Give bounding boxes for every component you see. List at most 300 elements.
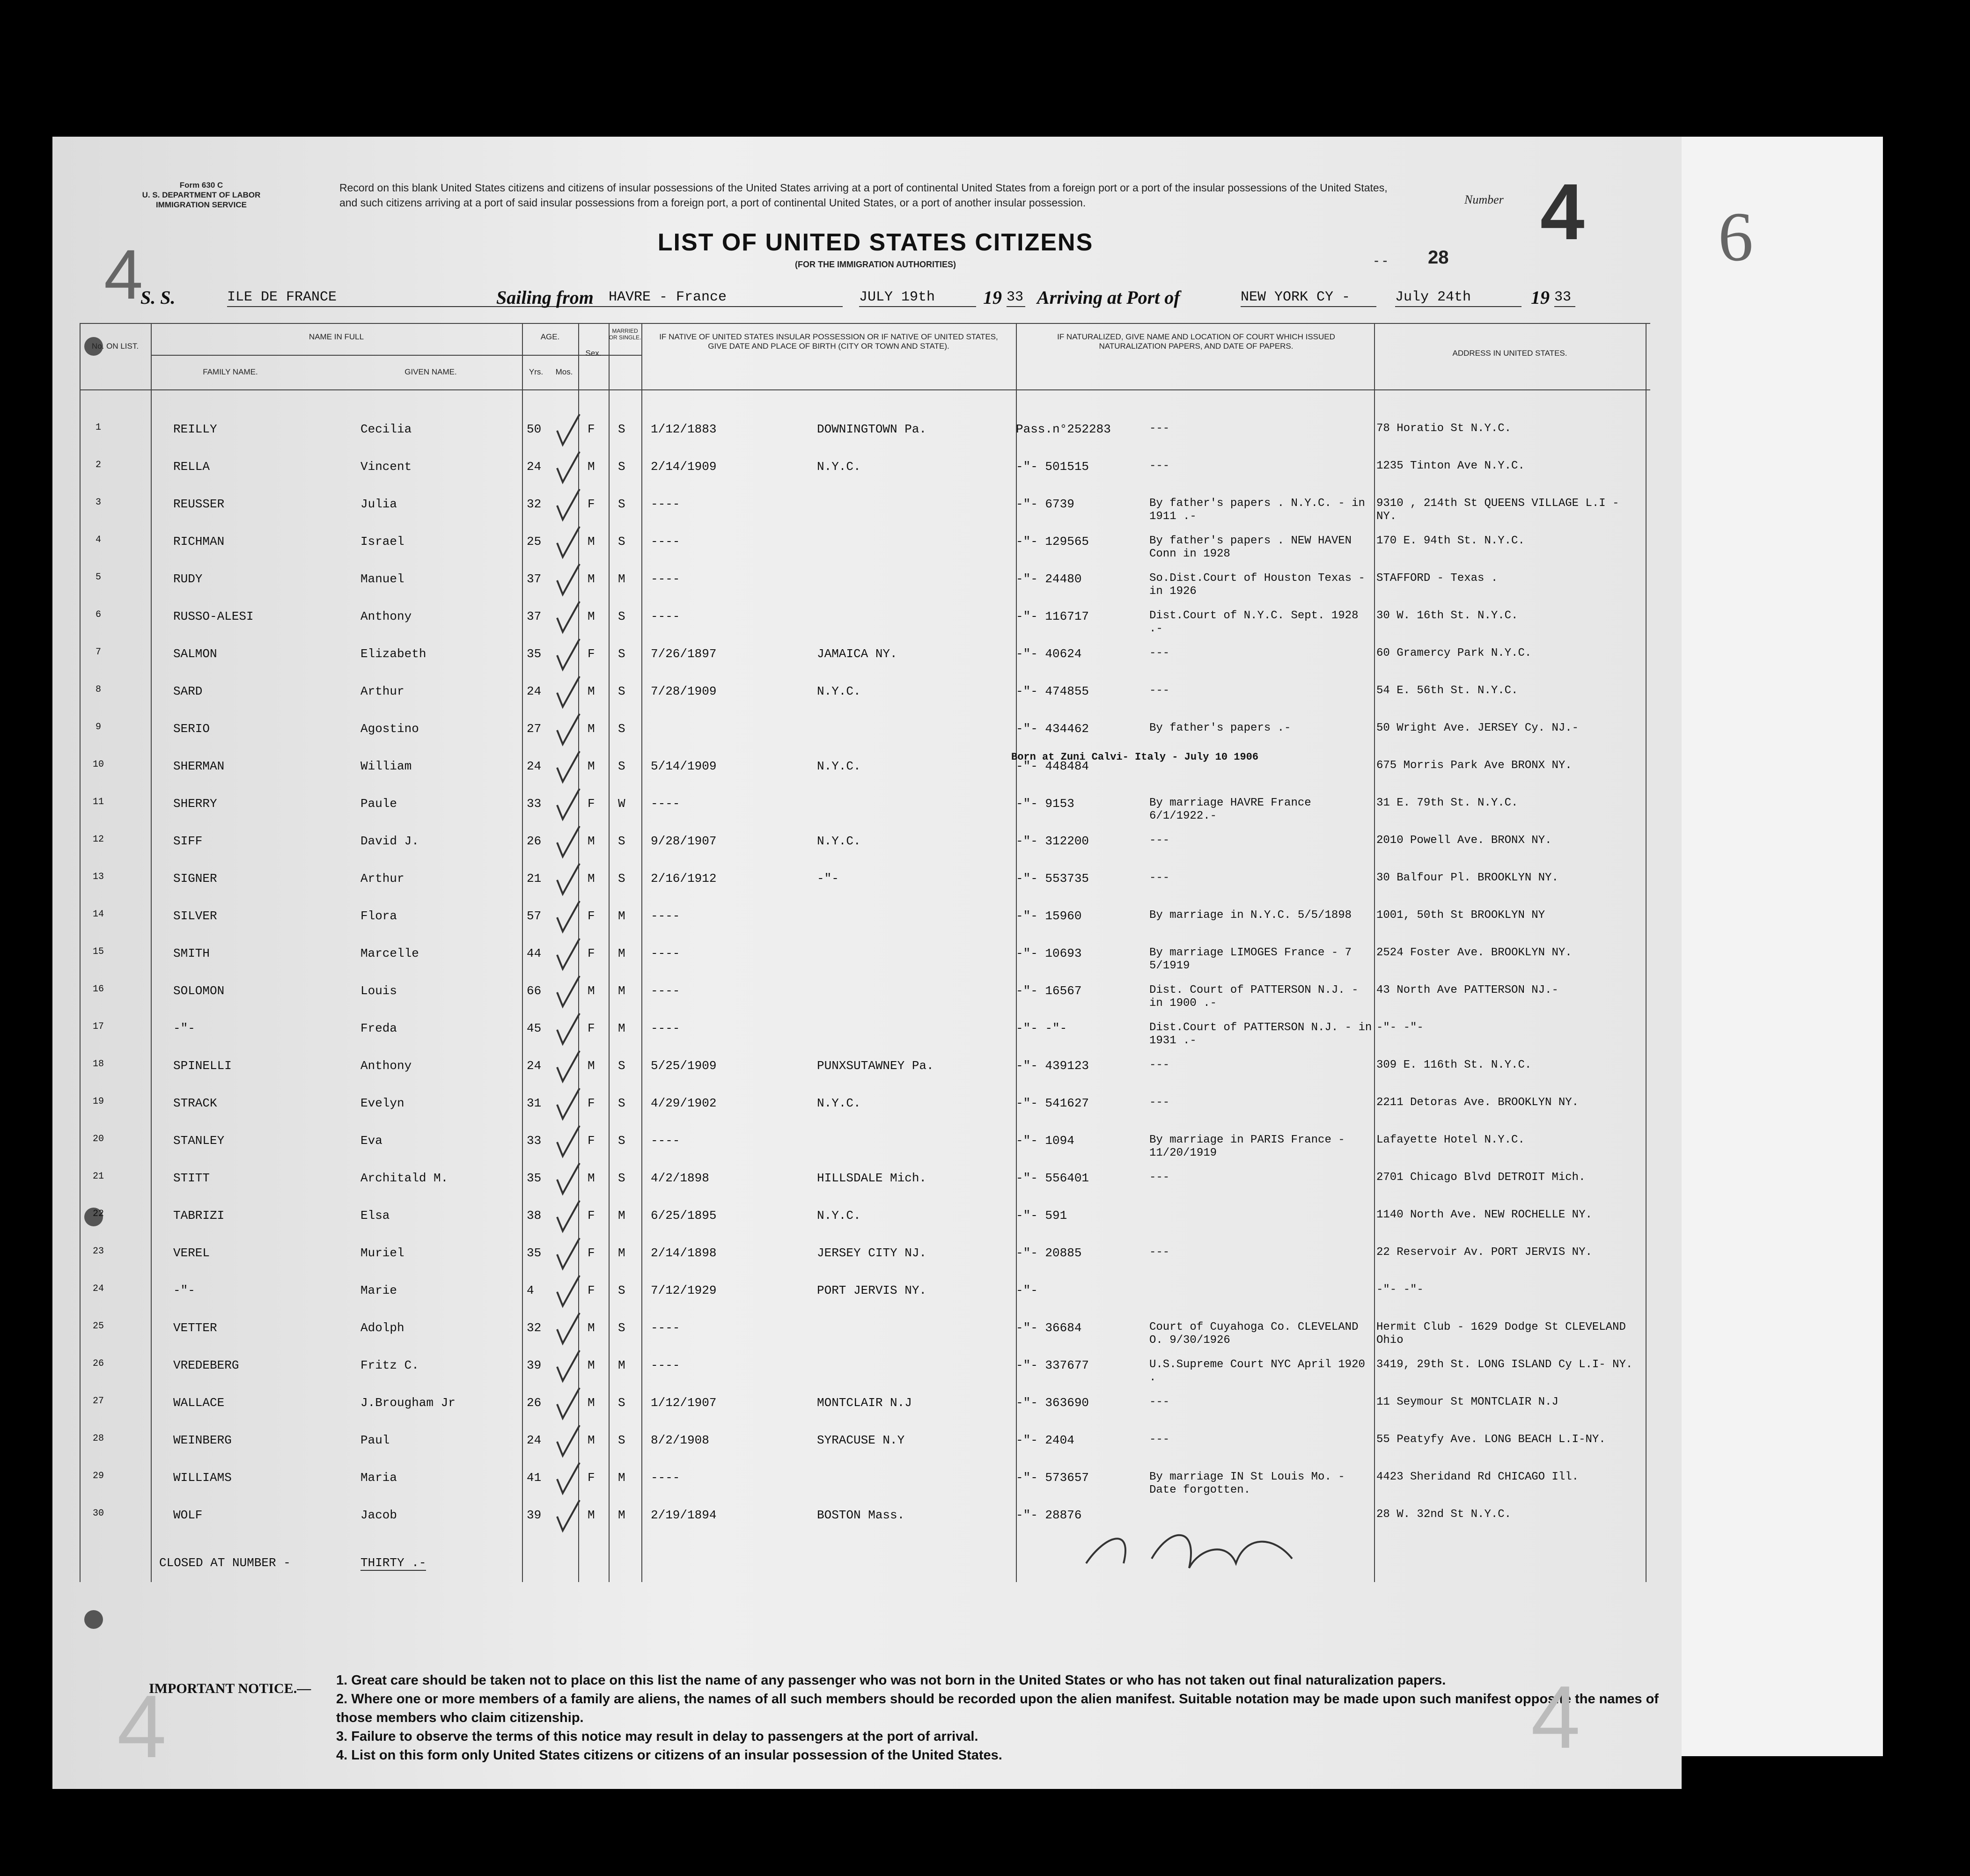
sail-year-prefix: 19 (983, 287, 1002, 308)
cell-addr: 55 Peatyfy Ave. LONG BEACH L.I-NY. (1376, 1433, 1606, 1446)
cell-birth-date: 2/19/1894 (651, 1508, 717, 1522)
cell-age: 33 (527, 1134, 542, 1148)
cell-given: Jacob (360, 1508, 397, 1522)
check-mark-icon (552, 936, 585, 974)
table-row (80, 866, 1650, 903)
cell-addr: Lafayette Hotel N.Y.C. (1376, 1134, 1525, 1146)
cell-addr: 2701 Chicago Blvd DETROIT Mich. (1376, 1171, 1586, 1184)
cell-given: Marie (360, 1283, 397, 1297)
cell-age: 24 (527, 759, 542, 773)
cell-paper: -"- 1094 (1016, 1134, 1074, 1148)
check-mark-icon (552, 974, 585, 1011)
cell-no: 19 (92, 1096, 104, 1107)
table-row (80, 491, 1650, 529)
cell-sex: M (588, 1508, 595, 1522)
cell-addr: 31 E. 79th St. N.Y.C. (1376, 797, 1518, 809)
cell-ms: M (618, 1508, 625, 1522)
cell-given: Arthur (360, 872, 404, 886)
cell-family: VREDEBERG (173, 1358, 239, 1372)
check-mark-icon (552, 412, 585, 449)
cell-family: VEREL (173, 1246, 210, 1260)
cell-family: STITT (173, 1171, 210, 1185)
cell-birth-date: ---- (651, 909, 680, 923)
cell-no: 1 (95, 422, 101, 433)
cell-addr: 1140 North Ave. NEW ROCHELLE NY. (1376, 1209, 1592, 1221)
cell-family: SMITH (173, 946, 210, 960)
cell-family: VETTER (173, 1321, 217, 1335)
cell-paper: -"- 9153 (1016, 797, 1074, 811)
cell-sex: M (588, 722, 595, 736)
cell-no: 9 (95, 722, 101, 733)
cell-family: SALMON (173, 647, 217, 661)
check-mark-icon (552, 824, 585, 861)
check-mark-icon (552, 711, 585, 749)
cell-birth-date: 9/28/1907 (651, 834, 717, 848)
cell-no: 21 (92, 1171, 104, 1182)
footer-mark-right: 4 (1531, 1668, 1580, 1767)
form-number: Form 630 C (179, 181, 223, 190)
cell-birth-place: N.Y.C. (817, 1096, 861, 1110)
cell-ms: S (618, 1283, 625, 1297)
arrive-year-prefix: 19 (1531, 287, 1550, 308)
table-row (80, 1240, 1650, 1278)
cell-given: Arthur (360, 684, 404, 698)
cell-birth-place: N.Y.C. (817, 1209, 861, 1223)
closed-label: CLOSED AT NUMBER - (159, 1556, 291, 1570)
cell-age: 44 (527, 946, 542, 960)
cell-family: SPINELLI (173, 1059, 232, 1073)
cell-no: 24 (92, 1283, 104, 1294)
col-yrs: Yrs. (529, 367, 544, 376)
cell-paper: -"- 2404 (1016, 1433, 1074, 1447)
ship-name: ILE DE FRANCE (227, 289, 616, 307)
cell-nat: U.S.Supreme Court NYC April 1920 . (1149, 1358, 1365, 1384)
cell-age: 26 (527, 834, 542, 848)
second-page-edge (1682, 137, 1883, 1756)
cell-age: 35 (527, 1246, 542, 1260)
cell-addr: Hermit Club - 1629 Dodge St CLEVELAND Ohio (1376, 1321, 1626, 1347)
cell-family: SOLOMON (173, 984, 225, 998)
cell-ms: S (618, 834, 625, 848)
cell-sex: M (588, 834, 595, 848)
check-mark-icon (552, 1086, 585, 1123)
cell-no: 14 (92, 909, 104, 920)
cell-birth-date: ---- (651, 572, 680, 586)
cell-given: Vincent (360, 460, 412, 474)
cell-paper: -"- 591 (1016, 1209, 1067, 1223)
cell-birth-date: 8/2/1908 (651, 1433, 709, 1447)
cell-age: 4 (527, 1283, 534, 1297)
check-mark-icon (552, 1498, 585, 1535)
cell-paper: -"- 116717 (1016, 609, 1089, 623)
notice-list (336, 1671, 1694, 1765)
cell-family: SHERRY (173, 797, 217, 811)
cell-nat: --- (1149, 1433, 1170, 1446)
cell-sex: F (588, 946, 595, 960)
cell-family: REILLY (173, 422, 217, 436)
cell-ms: S (618, 535, 625, 549)
cell-paper: Pass.n°252283 (1016, 422, 1111, 436)
cell-paper: -"- 434462 (1016, 722, 1089, 736)
form-identifier (103, 180, 300, 210)
cell-ms: S (618, 497, 625, 511)
cell-age: 39 (527, 1358, 542, 1372)
closed-at-number (80, 1549, 1650, 1587)
cell-given: Marcelle (360, 946, 419, 960)
cell-birth-date: 6/25/1895 (651, 1209, 717, 1223)
cell-given: Evelyn (360, 1096, 404, 1110)
cell-paper: -"- 28876 (1016, 1508, 1082, 1522)
check-mark-icon (552, 1311, 585, 1348)
cell-family: SARD (173, 684, 203, 698)
table-row (80, 1165, 1650, 1203)
notice-item: 3. Failure to observe the terms of this notice may result in delay to passengers at the port of arrival. (336, 1729, 978, 1744)
cell-family: -"- (173, 1021, 195, 1035)
cell-ms: S (618, 759, 625, 773)
table-row (80, 716, 1650, 754)
col-naturalized: IF NATURALIZED, GIVE NAME AND LOCATION OF COURT WHICH ISSUED NATURALIZATION PAPERS, AND DATE OF PAPERS. (1057, 332, 1335, 351)
cell-sex: M (588, 609, 595, 623)
cell-family: WILLIAMS (173, 1471, 232, 1485)
cell-ms: M (618, 1209, 625, 1223)
cell-age: 32 (527, 1321, 542, 1335)
check-mark-icon (552, 1123, 585, 1161)
sail-year: 33 (1007, 289, 1025, 307)
number-label: Number (1464, 193, 1504, 206)
cell-addr: 2010 Powell Ave. BRONX NY. (1376, 834, 1552, 847)
cell-birth-date: 4/29/1902 (651, 1096, 717, 1110)
cell-ms: S (618, 684, 625, 698)
arrival-date: July 24th (1395, 289, 1522, 307)
cell-given: Elizabeth (360, 647, 426, 661)
cell-birth-place: PORT JERVIS NY. (817, 1283, 927, 1297)
cell-paper: -"- 10693 (1016, 946, 1082, 960)
cell-ms: M (618, 572, 625, 586)
cell-age: 45 (527, 1021, 542, 1035)
cell-no: 12 (92, 834, 104, 845)
cell-birth-date: ---- (651, 609, 680, 623)
form-service: IMMIGRATION SERVICE (156, 200, 247, 209)
cell-given: Freda (360, 1021, 397, 1035)
cell-no: 30 (92, 1508, 104, 1519)
cell-birth-date: 5/14/1909 (651, 759, 717, 773)
table-row (80, 417, 1650, 454)
cell-nat: --- (1149, 1246, 1170, 1259)
cell-no: 18 (92, 1059, 104, 1070)
table-row (80, 679, 1650, 716)
cell-paper: -"- 24480 (1016, 572, 1082, 586)
cell-nat: --- (1149, 647, 1170, 660)
cell-addr: 11 Seymour St MONTCLAIR N.J (1376, 1396, 1558, 1408)
cell-age: 24 (527, 1059, 542, 1073)
cell-no: 23 (92, 1246, 104, 1257)
cell-sex: F (588, 909, 595, 923)
cell-birth-date: 7/12/1929 (651, 1283, 717, 1297)
table-row (80, 1128, 1650, 1165)
check-mark-icon (552, 487, 585, 524)
col-mos: Mos. (555, 367, 573, 376)
cell-birth-date: ---- (651, 797, 680, 811)
cell-age: 38 (527, 1209, 542, 1223)
cell-ms: M (618, 1246, 625, 1260)
col-address: ADDRESS IN UNITED STATES. (1452, 349, 1567, 358)
cell-nat: By marriage in PARIS France - 11/20/1919 (1149, 1134, 1345, 1159)
record-instructions: Record on this blank United States citizens and citizens of insular possessions of the United States arriving at a port of continental United States from a foreign port or a port of the insular possessions of the United States, and such citizens arriving at a port of said insular possessions from a foreign port, a port of continental United States, or a port of another insular possession. (339, 182, 1388, 209)
cell-nat: By father's papers . NEW HAVEN Conn in 1928 (1149, 535, 1352, 560)
table-row (80, 1016, 1650, 1053)
cell-sex: F (588, 647, 595, 661)
cell-birth-date: 7/26/1897 (651, 647, 717, 661)
cell-no: 16 (92, 984, 104, 995)
check-mark-icon (552, 1198, 585, 1236)
cell-paper: -"- 573657 (1016, 1471, 1089, 1485)
cell-ms: M (618, 946, 625, 960)
list-number: 4 (1540, 168, 1585, 256)
cell-family: WALLACE (173, 1396, 225, 1410)
cell-addr: 60 Gramercy Park N.Y.C. (1376, 647, 1532, 660)
cell-age: 35 (527, 1171, 542, 1185)
cell-no: 4 (95, 535, 101, 545)
cell-paper: -"- 15960 (1016, 909, 1082, 923)
cell-family: WOLF (173, 1508, 203, 1522)
cell-age: 35 (527, 647, 542, 661)
table-row (80, 978, 1650, 1016)
cell-paper: -"- 337677 (1016, 1358, 1089, 1372)
cell-family: SHERMAN (173, 759, 225, 773)
cell-family: REUSSER (173, 497, 225, 511)
cell-family: -"- (173, 1283, 195, 1297)
cell-addr: 78 Horatio St N.Y.C. (1376, 422, 1512, 435)
cell-no: 22 (92, 1209, 104, 1219)
footer-mark-left: 4 (117, 1677, 167, 1776)
col-native: IF NATIVE OF UNITED STATES INSULAR POSSESSION OR IF NATIVE OF UNITED STATES, GIVE DATE AND PLACE OF BIRTH (CITY OR TOWN AND STATE). (659, 332, 998, 351)
cell-nat: --- (1149, 1396, 1170, 1408)
cell-nat: By marriage in N.Y.C. 5/5/1898 (1149, 909, 1352, 922)
ss-label: S. S. (140, 287, 176, 308)
cell-family: STRACK (173, 1096, 217, 1110)
cell-paper: -"- 20885 (1016, 1246, 1082, 1260)
table-row (80, 828, 1650, 866)
cell-paper: -"- 16567 (1016, 984, 1082, 998)
cell-given: Architald M. (360, 1171, 448, 1185)
cell-nat: Dist.Court of PATTERSON N.J. - in 1931 .- (1149, 1021, 1372, 1047)
cell-nat: By marriage IN St Louis Mo. - Date forgotten. (1149, 1471, 1345, 1496)
cell-ms: S (618, 422, 625, 436)
cell-family: SIGNER (173, 872, 217, 886)
cell-birth-date: 2/14/1898 (651, 1246, 717, 1260)
cell-birth-place: N.Y.C. (817, 834, 861, 848)
col-sex: Sex. (585, 349, 602, 358)
cell-age: 21 (527, 872, 542, 886)
cell-no: 27 (92, 1396, 104, 1407)
cell-ms: M (618, 1358, 625, 1372)
table-row (80, 529, 1650, 566)
cell-age: 24 (527, 460, 542, 474)
cell-no: 6 (95, 609, 101, 620)
cell-age: 37 (527, 572, 542, 586)
cell-sex: F (588, 1471, 595, 1485)
cell-ms: S (618, 1059, 625, 1073)
check-mark-icon (552, 1048, 585, 1086)
cell-addr: -"- -"- (1376, 1283, 1424, 1296)
table-row (80, 1390, 1650, 1428)
cell-paper: -"- 501515 (1016, 460, 1089, 474)
cell-given: Agostino (360, 722, 419, 736)
sherman-birth-note: Born at Zuni Calvi- Italy - July 10 1906 (1011, 751, 1259, 763)
cell-sex: M (588, 1321, 595, 1335)
cell-given: Flora (360, 909, 397, 923)
cell-addr: 675 Morris Park Ave BRONX NY. (1376, 759, 1572, 772)
cell-age: 50 (527, 422, 542, 436)
cell-nat: So.Dist.Court of Houston Texas - in 1926 (1149, 572, 1365, 598)
cell-no: 29 (92, 1471, 104, 1481)
cell-paper: -"- (1016, 1283, 1038, 1297)
cell-no: 10 (92, 759, 104, 770)
check-mark-icon (552, 1011, 585, 1048)
cell-birth-date: 2/14/1909 (651, 460, 717, 474)
cell-paper: -"- 448484 (1016, 759, 1089, 773)
cell-paper: -"- 6739 (1016, 497, 1074, 511)
cell-sex: M (588, 1171, 595, 1185)
check-mark-icon (552, 1348, 585, 1385)
check-mark-icon (552, 1161, 585, 1198)
cell-sex: M (588, 872, 595, 886)
cell-no: 15 (92, 946, 104, 957)
check-mark-icon (552, 674, 585, 711)
cell-addr: 50 Wright Ave. JERSEY Cy. NJ.- (1376, 722, 1579, 734)
cell-sex: M (588, 1396, 595, 1410)
cell-given: Anthony (360, 609, 412, 623)
cell-ms: M (618, 1021, 625, 1035)
arriving-label: Arriving at Port of (1037, 287, 1180, 308)
cell-birth-date: 1/12/1883 (651, 422, 717, 436)
cell-age: 37 (527, 609, 542, 623)
cell-family: RELLA (173, 460, 210, 474)
check-mark-icon (552, 1385, 585, 1423)
cell-birth-date: 7/28/1909 (651, 684, 717, 698)
sailing-line (140, 286, 1639, 315)
col-family-name: FAMILY NAME. (203, 367, 258, 376)
check-mark-icon (552, 562, 585, 599)
cell-family: STANLEY (173, 1134, 225, 1148)
cell-addr: 9310 , 214th St QUEENS VILLAGE L.I - NY. (1376, 497, 1619, 523)
table-row (80, 754, 1650, 791)
cell-age: 24 (527, 1433, 542, 1447)
table-row (80, 604, 1650, 641)
notice-item: 2. Where one or more members of a family are aliens, the names of all such members should be recorded upon the alien manifest. Suitable notation may be made upon such manifest opposite the names of those members who claim citizenship. (336, 1692, 1659, 1725)
cell-sex: M (588, 535, 595, 549)
cell-family: WEINBERG (173, 1433, 232, 1447)
check-mark-icon (552, 449, 585, 487)
cell-sex: F (588, 1209, 595, 1223)
cell-sex: F (588, 422, 595, 436)
cell-paper: -"- 363690 (1016, 1396, 1089, 1410)
cell-age: 57 (527, 909, 542, 923)
cell-nat: --- (1149, 872, 1170, 884)
cell-sex: M (588, 1433, 595, 1447)
cell-sex: F (588, 1021, 595, 1035)
cell-sex: F (588, 797, 595, 811)
cell-no: 11 (92, 797, 104, 807)
check-mark-icon (552, 899, 585, 936)
sailing-from-label: Sailing from (496, 287, 594, 308)
cell-birth-place: MONTCLAIR N.J (817, 1396, 912, 1410)
cell-given: Anthony (360, 1059, 412, 1073)
cell-given: Eva (360, 1134, 382, 1148)
cell-addr: 1001, 50th St BROOKLYN NY (1376, 909, 1545, 922)
col-married: MARRIED OR SINGLE. (609, 328, 641, 341)
cell-paper: -"- 40624 (1016, 647, 1082, 661)
cell-ms: S (618, 1096, 625, 1110)
cell-sex: F (588, 1246, 595, 1260)
cell-birth-date: ---- (651, 1021, 680, 1035)
notice-item: 4. List on this form only United States citizens or citizens of an insular possession of the United States. (336, 1748, 1002, 1763)
cell-given: Paul (360, 1433, 390, 1447)
cell-addr: 28 W. 32nd St N.Y.C. (1376, 1508, 1512, 1521)
table-row (80, 1203, 1650, 1240)
cell-ms: S (618, 647, 625, 661)
cell-ms: S (618, 722, 625, 736)
cell-nat: --- (1149, 422, 1170, 435)
cell-paper: -"- 36684 (1016, 1321, 1082, 1335)
table-row (80, 1053, 1650, 1091)
table-row (80, 1353, 1650, 1390)
cell-no: 3 (95, 497, 101, 508)
cell-addr: 2211 Detoras Ave. BROOKLYN NY. (1376, 1096, 1579, 1109)
check-mark-icon (552, 1423, 585, 1460)
cell-sex: F (588, 1283, 595, 1297)
cell-nat: --- (1149, 834, 1170, 847)
cell-family: RUDY (173, 572, 203, 586)
cell-addr: 2524 Foster Ave. BROOKLYN NY. (1376, 946, 1572, 959)
cell-given: David J. (360, 834, 419, 848)
cell-sex: M (588, 572, 595, 586)
cell-given: Maria (360, 1471, 397, 1485)
cell-ms: M (618, 1471, 625, 1485)
cell-age: 27 (527, 722, 542, 736)
cell-birth-place: PUNXSUTAWNEY Pa. (817, 1059, 934, 1073)
cell-ms: M (618, 909, 625, 923)
cell-family: SILVER (173, 909, 217, 923)
cell-ms: S (618, 609, 625, 623)
check-mark-icon (552, 749, 585, 786)
cell-birth-place: N.Y.C. (817, 684, 861, 698)
cell-given: Manuel (360, 572, 404, 586)
cell-age: 31 (527, 1096, 542, 1110)
col-name-in-full: NAME IN FULL (309, 332, 364, 341)
cell-no: 26 (92, 1358, 104, 1369)
cell-ms: S (618, 1321, 625, 1335)
table-row (80, 641, 1650, 679)
cell-birth-place: BOSTON Mass. (817, 1508, 905, 1522)
sailing-from: HAVRE - France (609, 289, 843, 307)
cell-sex: M (588, 1358, 595, 1372)
table-row (80, 1465, 1650, 1502)
cell-sex: F (588, 1134, 595, 1148)
closed-value: THIRTY .- (360, 1556, 426, 1570)
cell-birth-date: 5/25/1909 (651, 1059, 717, 1073)
cell-given: Louis (360, 984, 397, 998)
cell-given: J.Brougham Jr (360, 1396, 456, 1410)
cell-addr: 43 North Ave PATTERSON NJ.- (1376, 984, 1558, 997)
cell-birth-date: ---- (651, 1134, 680, 1148)
cell-birth-place: JAMAICA NY. (817, 647, 897, 661)
page-subtitle: (FOR THE IMMIGRATION AUTHORITIES) (795, 260, 956, 269)
cell-sex: M (588, 684, 595, 698)
cell-birth-date: ---- (651, 497, 680, 511)
cell-nat: By marriage LIMOGES France - 7 5/1919 (1149, 946, 1352, 972)
notice-item: 1. Great care should be taken not to place on this list the name of any passenger who was not born in the United States or who has not taken out final naturalization papers. (336, 1673, 1446, 1688)
